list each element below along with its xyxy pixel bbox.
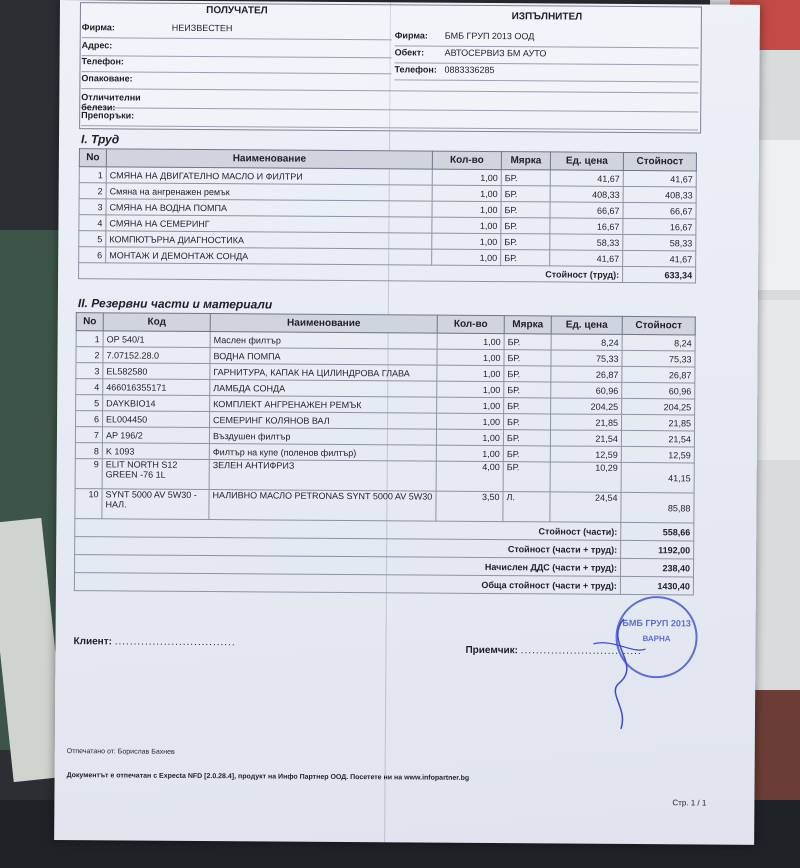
row-qty: 1,00 [432,185,501,201]
grand-total-value: 1430,40 [620,576,693,595]
row-price: 41,67 [550,250,623,267]
invoice-paper [54,0,760,845]
row-code: OP 540/1 [103,331,210,348]
row-total: 58,33 [623,234,696,251]
vat-value: 238,40 [620,558,693,577]
row-price: 75,33 [551,350,622,366]
stamp-city: ВАРНА [642,634,671,644]
labor-col-qty: Кол-во [432,151,501,169]
row-no: 4 [79,215,106,231]
vat-label: Начислен ДДС (части + труд): [75,555,621,577]
row-total: 60,96 [622,382,695,399]
row-qty: 1,00 [437,333,504,349]
parts-table [74,312,696,595]
client-signature-line: ................................ [114,636,236,649]
row-unit: БР. [504,398,551,414]
row-price: 408,33 [550,186,623,203]
row-unit: БР. [504,350,551,366]
recipient-company-value: НЕИЗВЕСТЕН [171,22,233,34]
labor-col-unit: Мярка [501,152,550,170]
recipient-phone-label: Телефон: [81,56,124,67]
row-code: AP 196/2 [102,427,209,444]
handwritten-signature [583,614,654,734]
row-unit: БР. [501,250,550,266]
row-name: Филтър на купе (поленов филтър) [209,444,436,462]
row-total: 26,87 [622,366,695,383]
row-code: K 1093 [102,443,209,460]
row-no: 2 [76,347,103,363]
row-no: 5 [79,231,106,247]
row-price: 21,85 [551,414,622,430]
labor-total-label: Стойност (труд): [79,263,623,283]
row-name: МОНТАЖ И ДЕМОНТАЖ СОНДА [106,247,432,265]
stamp-name: БМБ ГРУП 2013 [622,617,691,629]
row-qty: 1,00 [436,445,503,461]
executor-company-value: БМБ ГРУП 2013 ООД [444,30,535,42]
parts-col-no: No [76,313,103,331]
row-no: 4 [76,379,103,395]
row-name: КОМПЮТЪРНА ДИАГНОСТИКА [106,231,432,249]
row-no: 9 [75,459,102,489]
executor-phone-row [394,64,698,82]
recipient-company-row [82,22,392,40]
row-price: 60,96 [551,382,622,398]
packaging-label: Опаковане: [81,73,133,84]
labor-total-value: 633,34 [623,266,696,283]
row-qty: 1,00 [432,169,501,185]
row-price: 8,24 [551,334,622,350]
row-no: 1 [76,331,103,347]
subtotal-value: 1192,00 [621,540,694,559]
row-total: 75,33 [622,350,695,367]
client-signature [73,636,235,648]
labor-col-name: Наименование [106,149,432,169]
row-total: 16,67 [623,218,696,235]
client-label: Клиент: [73,636,112,648]
row-unit: Л. [503,492,550,522]
row-total: 41,67 [623,250,696,267]
row-qty: 1,00 [437,365,504,381]
executor-title: ИЗПЪЛНИТЕЛ [511,11,583,23]
row-name: ГАРНИТУРА, КАПАК НА ЦИЛИНДРОВА ГЛАВА [210,364,437,382]
parts-col-total: Стойност [622,316,695,335]
row-name: НАЛИВНО МАСЛО PETRONAS SYNT 5000 AV 5W30 [209,490,436,522]
parts-title: II. Резервни части и материали [77,296,273,312]
executor-company-label: Фирма: [394,30,428,41]
page-number: Стр. 1 / 1 [672,798,707,808]
row-unit: БР. [501,218,550,234]
row-qty: 1,00 [437,413,504,429]
row-total: 41,15 [621,462,694,493]
row-unit: БР. [501,234,550,250]
labor-col-no: No [79,149,106,167]
marks-label: Отличителни белези: [81,92,141,113]
labor-col-price: Ед. цена [550,152,623,171]
row-price: 21,54 [550,430,621,446]
row-no: 1 [79,167,106,183]
row-price: 10,29 [550,462,621,492]
recipient-title: ПОЛУЧАТЕЛ [206,5,268,17]
row-unit: БР. [503,462,550,492]
row-code: SYNT 5000 AV 5W30 - НАЛ. [102,489,209,520]
row-unit: БР. [504,366,551,382]
subtotal-label: Стойност (части + труд): [75,537,621,559]
row-no: 3 [76,363,103,379]
row-name: КОМПЛЕКТ АНГРЕНАЖЕН РЕМЪК [210,396,437,414]
row-name: Маслен филтър [210,332,437,350]
row-code: EL582580 [103,363,210,380]
parts-col-unit: Мярка [504,316,551,334]
executor-site-row [395,47,699,65]
row-price: 66,67 [550,202,623,219]
printed-with: Документът е отпечатан с Expecta NFD [2.0.28.4], продукт на Инфо Партнер ООД. Посетете ни на www.infopartner.bg [66,772,470,782]
row-no: 7 [75,427,102,443]
executor-site-value: АВТОСЕРВИЗ БМ АУТО [444,47,547,59]
row-total: 204,25 [622,398,695,415]
row-total: 41,67 [623,170,696,187]
row-qty: 4,00 [436,461,503,491]
row-unit: БР. [501,202,550,218]
row-unit: БР. [504,414,551,430]
labor-table [78,148,697,283]
labor-total-row [79,263,696,283]
labor-title: I. Труд [80,132,120,147]
row-price: 41,67 [550,170,623,187]
row-no: 10 [75,489,102,519]
row-total: 85,88 [621,492,694,523]
row-qty: 1,00 [436,429,503,445]
row-price: 12,59 [550,446,621,462]
row-qty: 3,50 [436,491,503,521]
row-price: 204,25 [551,398,622,414]
row-name: СМЯНА НА ДВИГАТЕЛНО МАСЛО И ФИЛТРИ [106,167,432,185]
row-qty: 1,00 [432,201,501,217]
row-code: 7.07152.28.0 [103,347,210,364]
parts-total-label: Стойност (части): [75,519,621,541]
row-no: 8 [75,443,102,459]
row-name: ВОДНА ПОМПА [210,348,437,366]
row-name: Смяна на ангренажен ремък [106,183,432,201]
row-unit: БР. [501,186,550,202]
row-qty: 1,00 [437,381,504,397]
table-row [75,459,694,493]
row-name: Въздушен филтър [209,428,436,446]
row-total: 21,54 [621,430,694,447]
row-qty: 1,00 [432,233,501,249]
row-qty: 1,00 [437,349,504,365]
grand-total-label: Обща стойност (части + труд): [74,573,620,595]
recipient-phone-row [81,56,391,74]
recommendations-label: Препоръки: [81,110,135,121]
recipient-company-label: Фирма: [81,22,115,33]
row-total: 12,59 [621,446,694,463]
row-price: 16,67 [550,218,623,235]
row-name: ЗЕЛЕН АНТИФРИЗ [209,460,436,492]
row-total: 408,33 [623,186,696,203]
parts-col-code: Код [103,313,210,332]
row-price: 26,87 [551,366,622,382]
parts-total-value: 558,66 [621,522,694,541]
row-total: 8,24 [622,334,695,351]
row-total: 21,85 [622,414,695,431]
row-name: СМЯНА НА СЕМЕРИНГ [106,215,432,233]
row-unit: БР. [503,430,550,446]
row-no: 2 [79,183,106,199]
printed-by: Отпечатано от: Борислав Бахнев [66,748,175,756]
recipient-address-label: Адрес: [81,40,113,51]
executor-phone-value: 0883336285 [444,64,495,76]
parts-col-name: Наименование [210,314,437,334]
row-total: 66,67 [623,202,696,219]
row-code: ELIT NORTH S12 GREEN -76 1L [102,459,209,490]
executor-site-label: Обект: [394,47,425,58]
row-qty: 1,00 [437,397,504,413]
row-qty: 1,00 [432,217,501,233]
row-price: 58,33 [550,234,623,251]
row-code: DAYKBIO14 [103,395,210,412]
receiver-label: Приемчик: [465,644,519,657]
row-qty: 1,00 [432,249,501,265]
row-no: 6 [79,247,106,263]
row-no: 5 [76,395,103,411]
row-name: ЛАМБДА СОНДА [210,380,437,398]
row-unit: БР. [501,170,550,186]
row-unit: БР. [504,334,551,350]
grand-total-row [74,573,693,595]
parts-col-qty: Кол-во [437,315,504,333]
table-row [75,489,694,523]
row-code: EL004450 [103,411,210,428]
labor-col-total: Стойност [623,152,696,171]
row-no: 6 [76,411,103,427]
parts-col-price: Ед. цена [551,316,622,334]
row-price: 24,54 [550,492,621,522]
row-unit: БР. [503,446,550,462]
row-code: 466016355171 [103,379,210,396]
executor-phone-label: Телефон: [394,64,437,75]
executor-company-row [395,30,699,48]
row-no: 3 [79,199,106,215]
receiver-signature-line: ................................ [520,645,642,658]
row-unit: БР. [504,382,551,398]
row-name: СМЯНА НА ВОДНА ПОМПА [106,199,432,217]
row-name: СЕМЕРИНГ КОЛЯНОВ ВАЛ [210,412,437,430]
